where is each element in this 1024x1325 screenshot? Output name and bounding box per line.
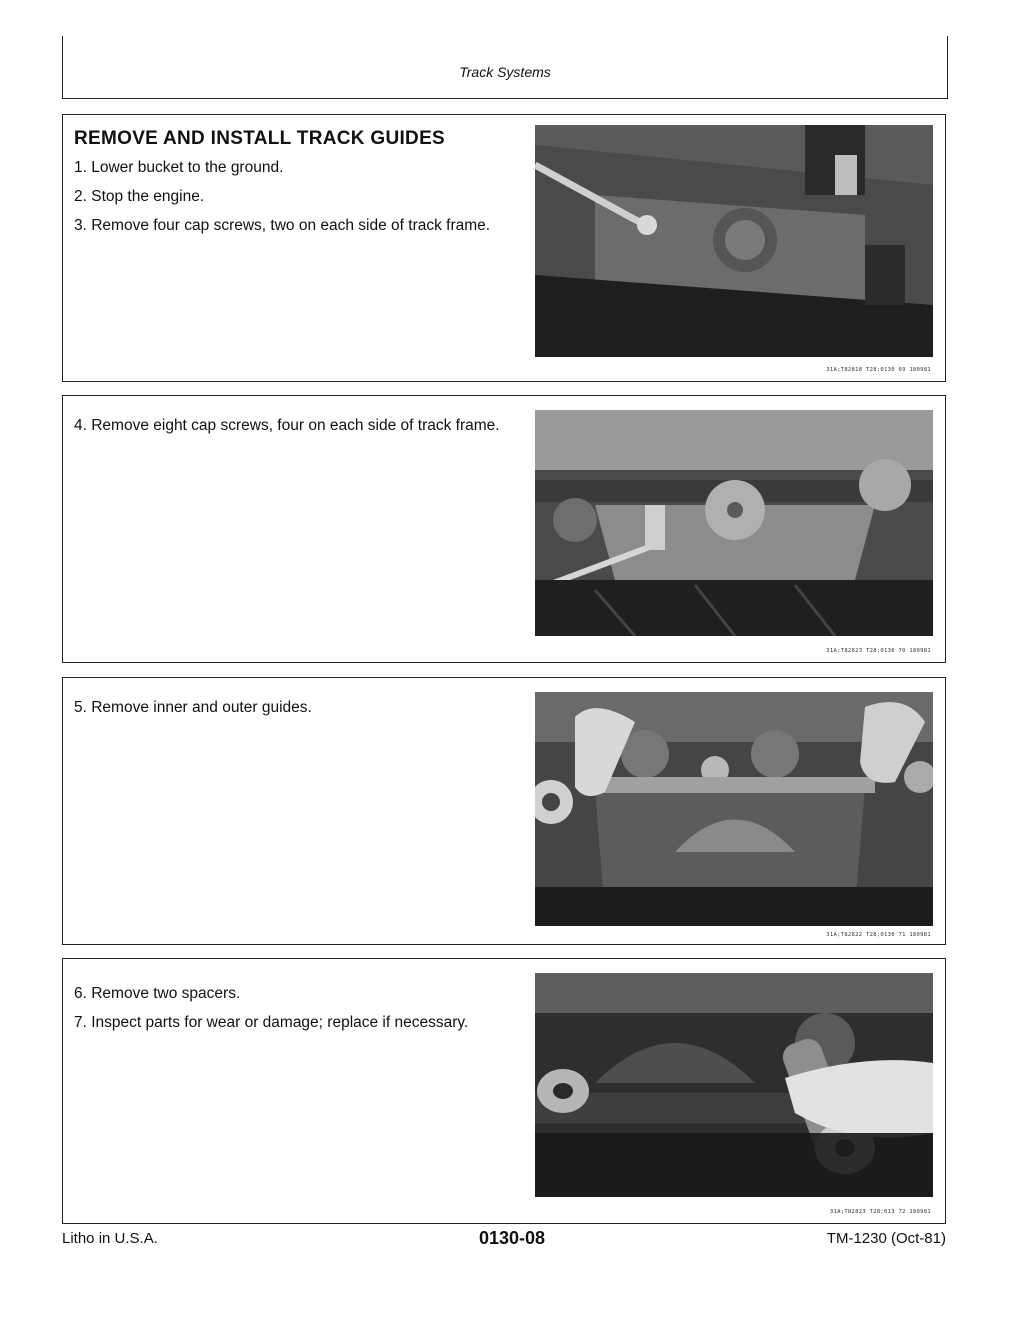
photo-caption: 31A;T82822 T28;0130 71 180981 — [826, 932, 931, 938]
step-7: 7. Inspect parts for wear or damage; replace if necessary. — [74, 1014, 469, 1031]
photo-inner-outer-guides — [535, 692, 933, 926]
panel-4-text — [74, 967, 524, 1037]
step-2: 2. Stop the engine. — [74, 188, 205, 205]
photo-caption: 31A;T82823 T28;013 72 180981 — [829, 1209, 931, 1215]
photo-eight-cap-screws — [535, 410, 933, 636]
header-title: Track Systems — [459, 64, 551, 80]
manual-id: TM-1230 (Oct-81) — [826, 1230, 946, 1247]
section-title: REMOVE AND INSTALL TRACK GUIDES — [74, 128, 446, 149]
procedure-panel-4 — [62, 958, 946, 1224]
procedure-panel-3 — [62, 677, 946, 945]
procedure-panel-2 — [62, 395, 946, 663]
panel-3-text — [74, 686, 524, 718]
step-6: 6. Remove two spacers. — [74, 985, 241, 1002]
page-number: 0130-08 — [478, 1228, 546, 1248]
step-1: 1. Lower bucket to the ground. — [74, 159, 284, 176]
photo-caption: 31A;T82823 T28;0130 70 180981 — [826, 648, 931, 654]
page-header — [62, 36, 948, 99]
photo-spacers — [535, 973, 933, 1197]
step-5: 5. Remove inner and outer guides. — [74, 699, 312, 716]
step-4: 4. Remove eight cap screws, four on each side of track frame. — [74, 417, 500, 434]
photo-caption: 31A;T82818 T28;0130 69 180981 — [826, 367, 931, 373]
footer-print-note: Litho in U.S.A. — [62, 1230, 158, 1247]
panel-1-text — [74, 123, 524, 240]
procedure-panel-1 — [62, 114, 946, 382]
photo-cap-screws-track-frame — [535, 125, 933, 357]
footer-rule — [62, 1223, 946, 1224]
step-3: 3. Remove four cap screws, two on each side of track frame. — [74, 217, 491, 234]
panel-2-text — [74, 404, 524, 436]
